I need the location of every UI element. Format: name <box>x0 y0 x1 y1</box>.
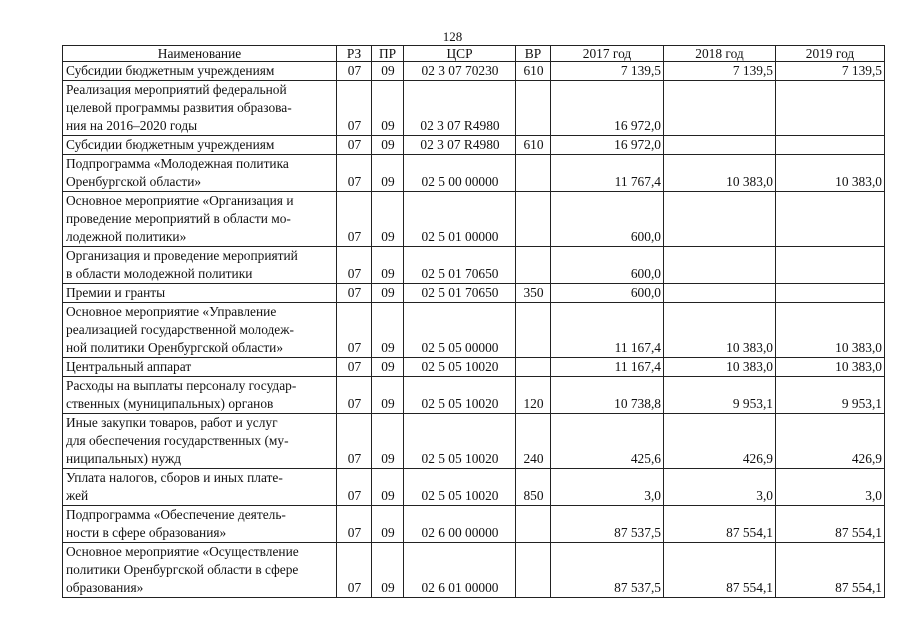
row-value-2017: 7 139,5 <box>551 62 664 81</box>
row-name-line: ния на 2016–2020 годы <box>66 118 198 133</box>
row-rz: 07 <box>337 155 372 192</box>
row-vr: 240 <box>516 414 551 469</box>
table-row <box>63 358 885 377</box>
row-name-line: Расходы на выплаты персоналу государ- <box>66 378 297 393</box>
row-name-line: ственных (муниципальных) органов <box>66 396 274 411</box>
row-csr: 02 5 05 10020 <box>404 469 516 506</box>
row-name <box>63 506 337 543</box>
table-row <box>63 62 885 81</box>
row-rz: 07 <box>337 81 372 136</box>
row-vr <box>516 81 551 136</box>
row-value-2017: 3,0 <box>551 469 664 506</box>
row-value-2017: 11 167,4 <box>551 303 664 358</box>
row-rz: 07 <box>337 543 372 598</box>
row-csr: 02 6 01 00000 <box>404 543 516 598</box>
row-value-2019: 10 383,0 <box>776 155 885 192</box>
row-vr <box>516 543 551 598</box>
row-name-line: Реализация мероприятий федеральной <box>66 82 287 97</box>
row-name-line: жей <box>66 488 89 503</box>
row-pr: 09 <box>372 377 404 414</box>
row-name-line: Организация и проведение мероприятий <box>66 248 298 263</box>
row-name <box>63 414 337 469</box>
header-2019: 2019 год <box>776 46 885 62</box>
row-name-line: образования» <box>66 580 144 595</box>
row-value-2019: 7 139,5 <box>776 62 885 81</box>
header-vr: ВР <box>516 46 551 62</box>
table-row <box>63 377 885 414</box>
row-value-2018: 3,0 <box>664 469 776 506</box>
row-rz: 07 <box>337 414 372 469</box>
row-vr: 610 <box>516 136 551 155</box>
row-name-line: Субсидии бюджетным учреждениям <box>66 63 275 78</box>
row-rz: 07 <box>337 358 372 377</box>
table-header-row <box>63 46 885 62</box>
row-name <box>63 377 337 414</box>
row-name-line: проведение мероприятий в области мо- <box>66 211 291 226</box>
row-value-2018 <box>664 284 776 303</box>
row-csr: 02 5 05 10020 <box>404 414 516 469</box>
row-value-2018: 10 383,0 <box>664 358 776 377</box>
budget-table <box>62 45 885 598</box>
row-name-line: ной политики Оренбургской области» <box>66 340 284 355</box>
row-csr: 02 3 07 R4980 <box>404 81 516 136</box>
table-row <box>63 506 885 543</box>
row-value-2019: 87 554,1 <box>776 543 885 598</box>
row-name-line: Подпрограмма «Молодежная политика <box>66 156 289 171</box>
row-value-2018 <box>664 247 776 284</box>
row-name-line: Уплата налогов, сборов и иных плате- <box>66 470 283 485</box>
header-name: Наименование <box>63 46 337 62</box>
row-value-2018 <box>664 81 776 136</box>
row-name-line: Основное мероприятие «Осуществление <box>66 544 299 559</box>
row-vr: 850 <box>516 469 551 506</box>
row-csr: 02 5 05 00000 <box>404 303 516 358</box>
row-value-2018: 10 383,0 <box>664 303 776 358</box>
row-rz: 07 <box>337 377 372 414</box>
page-number: 128 <box>442 29 463 44</box>
row-name <box>63 62 337 81</box>
row-name-line: Подпрограмма «Обеспечение деятель- <box>66 507 286 522</box>
row-name <box>63 303 337 358</box>
row-pr: 09 <box>372 284 404 303</box>
row-pr: 09 <box>372 62 404 81</box>
row-vr <box>516 358 551 377</box>
row-rz: 07 <box>337 62 372 81</box>
row-rz: 07 <box>337 506 372 543</box>
row-name-line: целевой программы развития образова- <box>66 100 292 115</box>
row-csr: 02 5 05 10020 <box>404 377 516 414</box>
row-name <box>63 136 337 155</box>
row-value-2018: 7 139,5 <box>664 62 776 81</box>
row-value-2019: 10 383,0 <box>776 358 885 377</box>
row-value-2019 <box>776 247 885 284</box>
table-row <box>63 247 885 284</box>
header-pr: ПР <box>372 46 404 62</box>
row-pr: 09 <box>372 469 404 506</box>
row-name-line: Основное мероприятие «Управление <box>66 304 277 319</box>
row-vr <box>516 192 551 247</box>
row-rz: 07 <box>337 469 372 506</box>
row-csr: 02 5 05 10020 <box>404 358 516 377</box>
row-pr: 09 <box>372 136 404 155</box>
row-csr: 02 5 01 70650 <box>404 247 516 284</box>
row-pr: 09 <box>372 543 404 598</box>
row-csr: 02 3 07 R4980 <box>404 136 516 155</box>
row-pr: 09 <box>372 192 404 247</box>
row-pr: 09 <box>372 81 404 136</box>
row-value-2017: 87 537,5 <box>551 543 664 598</box>
row-value-2018: 87 554,1 <box>664 543 776 598</box>
table-row <box>63 303 885 358</box>
row-name <box>63 247 337 284</box>
row-name-line: лодежной политики» <box>66 229 187 244</box>
row-pr: 09 <box>372 303 404 358</box>
row-value-2019: 9 953,1 <box>776 377 885 414</box>
table-row <box>63 284 885 303</box>
row-rz: 07 <box>337 136 372 155</box>
row-vr: 350 <box>516 284 551 303</box>
table-row <box>63 81 885 136</box>
header-2018: 2018 год <box>664 46 776 62</box>
row-pr: 09 <box>372 506 404 543</box>
row-pr: 09 <box>372 414 404 469</box>
row-value-2018 <box>664 192 776 247</box>
row-value-2019: 87 554,1 <box>776 506 885 543</box>
header-csr: ЦСР <box>404 46 516 62</box>
header-rz: РЗ <box>337 46 372 62</box>
row-name-line: Центральный аппарат <box>66 359 192 374</box>
row-name <box>63 469 337 506</box>
row-name-line: Субсидии бюджетным учреждениям <box>66 137 275 152</box>
row-name-line: ности в сфере образования» <box>66 525 227 540</box>
row-value-2019 <box>776 136 885 155</box>
row-name-line: в области молодежной политики <box>66 266 253 281</box>
row-value-2017: 10 738,8 <box>551 377 664 414</box>
row-value-2017: 16 972,0 <box>551 81 664 136</box>
row-value-2019 <box>776 81 885 136</box>
table-row <box>63 543 885 598</box>
row-value-2018: 9 953,1 <box>664 377 776 414</box>
table-row <box>63 192 885 247</box>
row-pr: 09 <box>372 155 404 192</box>
row-value-2017: 87 537,5 <box>551 506 664 543</box>
row-name <box>63 81 337 136</box>
row-rz: 07 <box>337 284 372 303</box>
row-value-2017: 425,6 <box>551 414 664 469</box>
row-vr <box>516 247 551 284</box>
row-value-2018: 87 554,1 <box>664 506 776 543</box>
row-value-2017: 600,0 <box>551 284 664 303</box>
row-name-line: Премии и гранты <box>66 285 166 300</box>
row-vr: 120 <box>516 377 551 414</box>
row-name <box>63 543 337 598</box>
row-value-2019 <box>776 192 885 247</box>
row-value-2018: 426,9 <box>664 414 776 469</box>
row-value-2018 <box>664 136 776 155</box>
row-csr: 02 5 00 00000 <box>404 155 516 192</box>
row-vr: 610 <box>516 62 551 81</box>
row-rz: 07 <box>337 303 372 358</box>
row-name-line: для обеспечения государственных (му- <box>66 433 289 448</box>
row-value-2017: 16 972,0 <box>551 136 664 155</box>
row-value-2018: 10 383,0 <box>664 155 776 192</box>
row-vr <box>516 506 551 543</box>
row-pr: 09 <box>372 358 404 377</box>
row-csr: 02 6 00 00000 <box>404 506 516 543</box>
row-vr <box>516 303 551 358</box>
row-name-line: Основное мероприятие «Организация и <box>66 193 294 208</box>
row-value-2019: 10 383,0 <box>776 303 885 358</box>
row-value-2017: 600,0 <box>551 192 664 247</box>
table-row <box>63 469 885 506</box>
row-name <box>63 284 337 303</box>
row-name-line: Иные закупки товаров, работ и услуг <box>66 415 278 430</box>
row-value-2017: 11 167,4 <box>551 358 664 377</box>
row-name-line: ниципальных) нужд <box>66 451 182 466</box>
table-row <box>63 136 885 155</box>
row-value-2019: 426,9 <box>776 414 885 469</box>
row-value-2017: 600,0 <box>551 247 664 284</box>
row-value-2019 <box>776 284 885 303</box>
row-name-line: политики Оренбургской области в сфере <box>66 562 299 577</box>
row-rz: 07 <box>337 247 372 284</box>
row-vr <box>516 155 551 192</box>
row-pr: 09 <box>372 247 404 284</box>
row-name-line: реализацией государственной молодеж- <box>66 322 294 337</box>
table-row <box>63 155 885 192</box>
row-csr: 02 3 07 70230 <box>404 62 516 81</box>
row-rz: 07 <box>337 192 372 247</box>
row-name <box>63 192 337 247</box>
table-row <box>63 414 885 469</box>
row-value-2019: 3,0 <box>776 469 885 506</box>
row-name-line: Оренбургской области» <box>66 174 202 189</box>
row-name <box>63 155 337 192</box>
row-csr: 02 5 01 00000 <box>404 192 516 247</box>
header-2017: 2017 год <box>551 46 664 62</box>
row-value-2017: 11 767,4 <box>551 155 664 192</box>
row-csr: 02 5 01 70650 <box>404 284 516 303</box>
row-name <box>63 358 337 377</box>
